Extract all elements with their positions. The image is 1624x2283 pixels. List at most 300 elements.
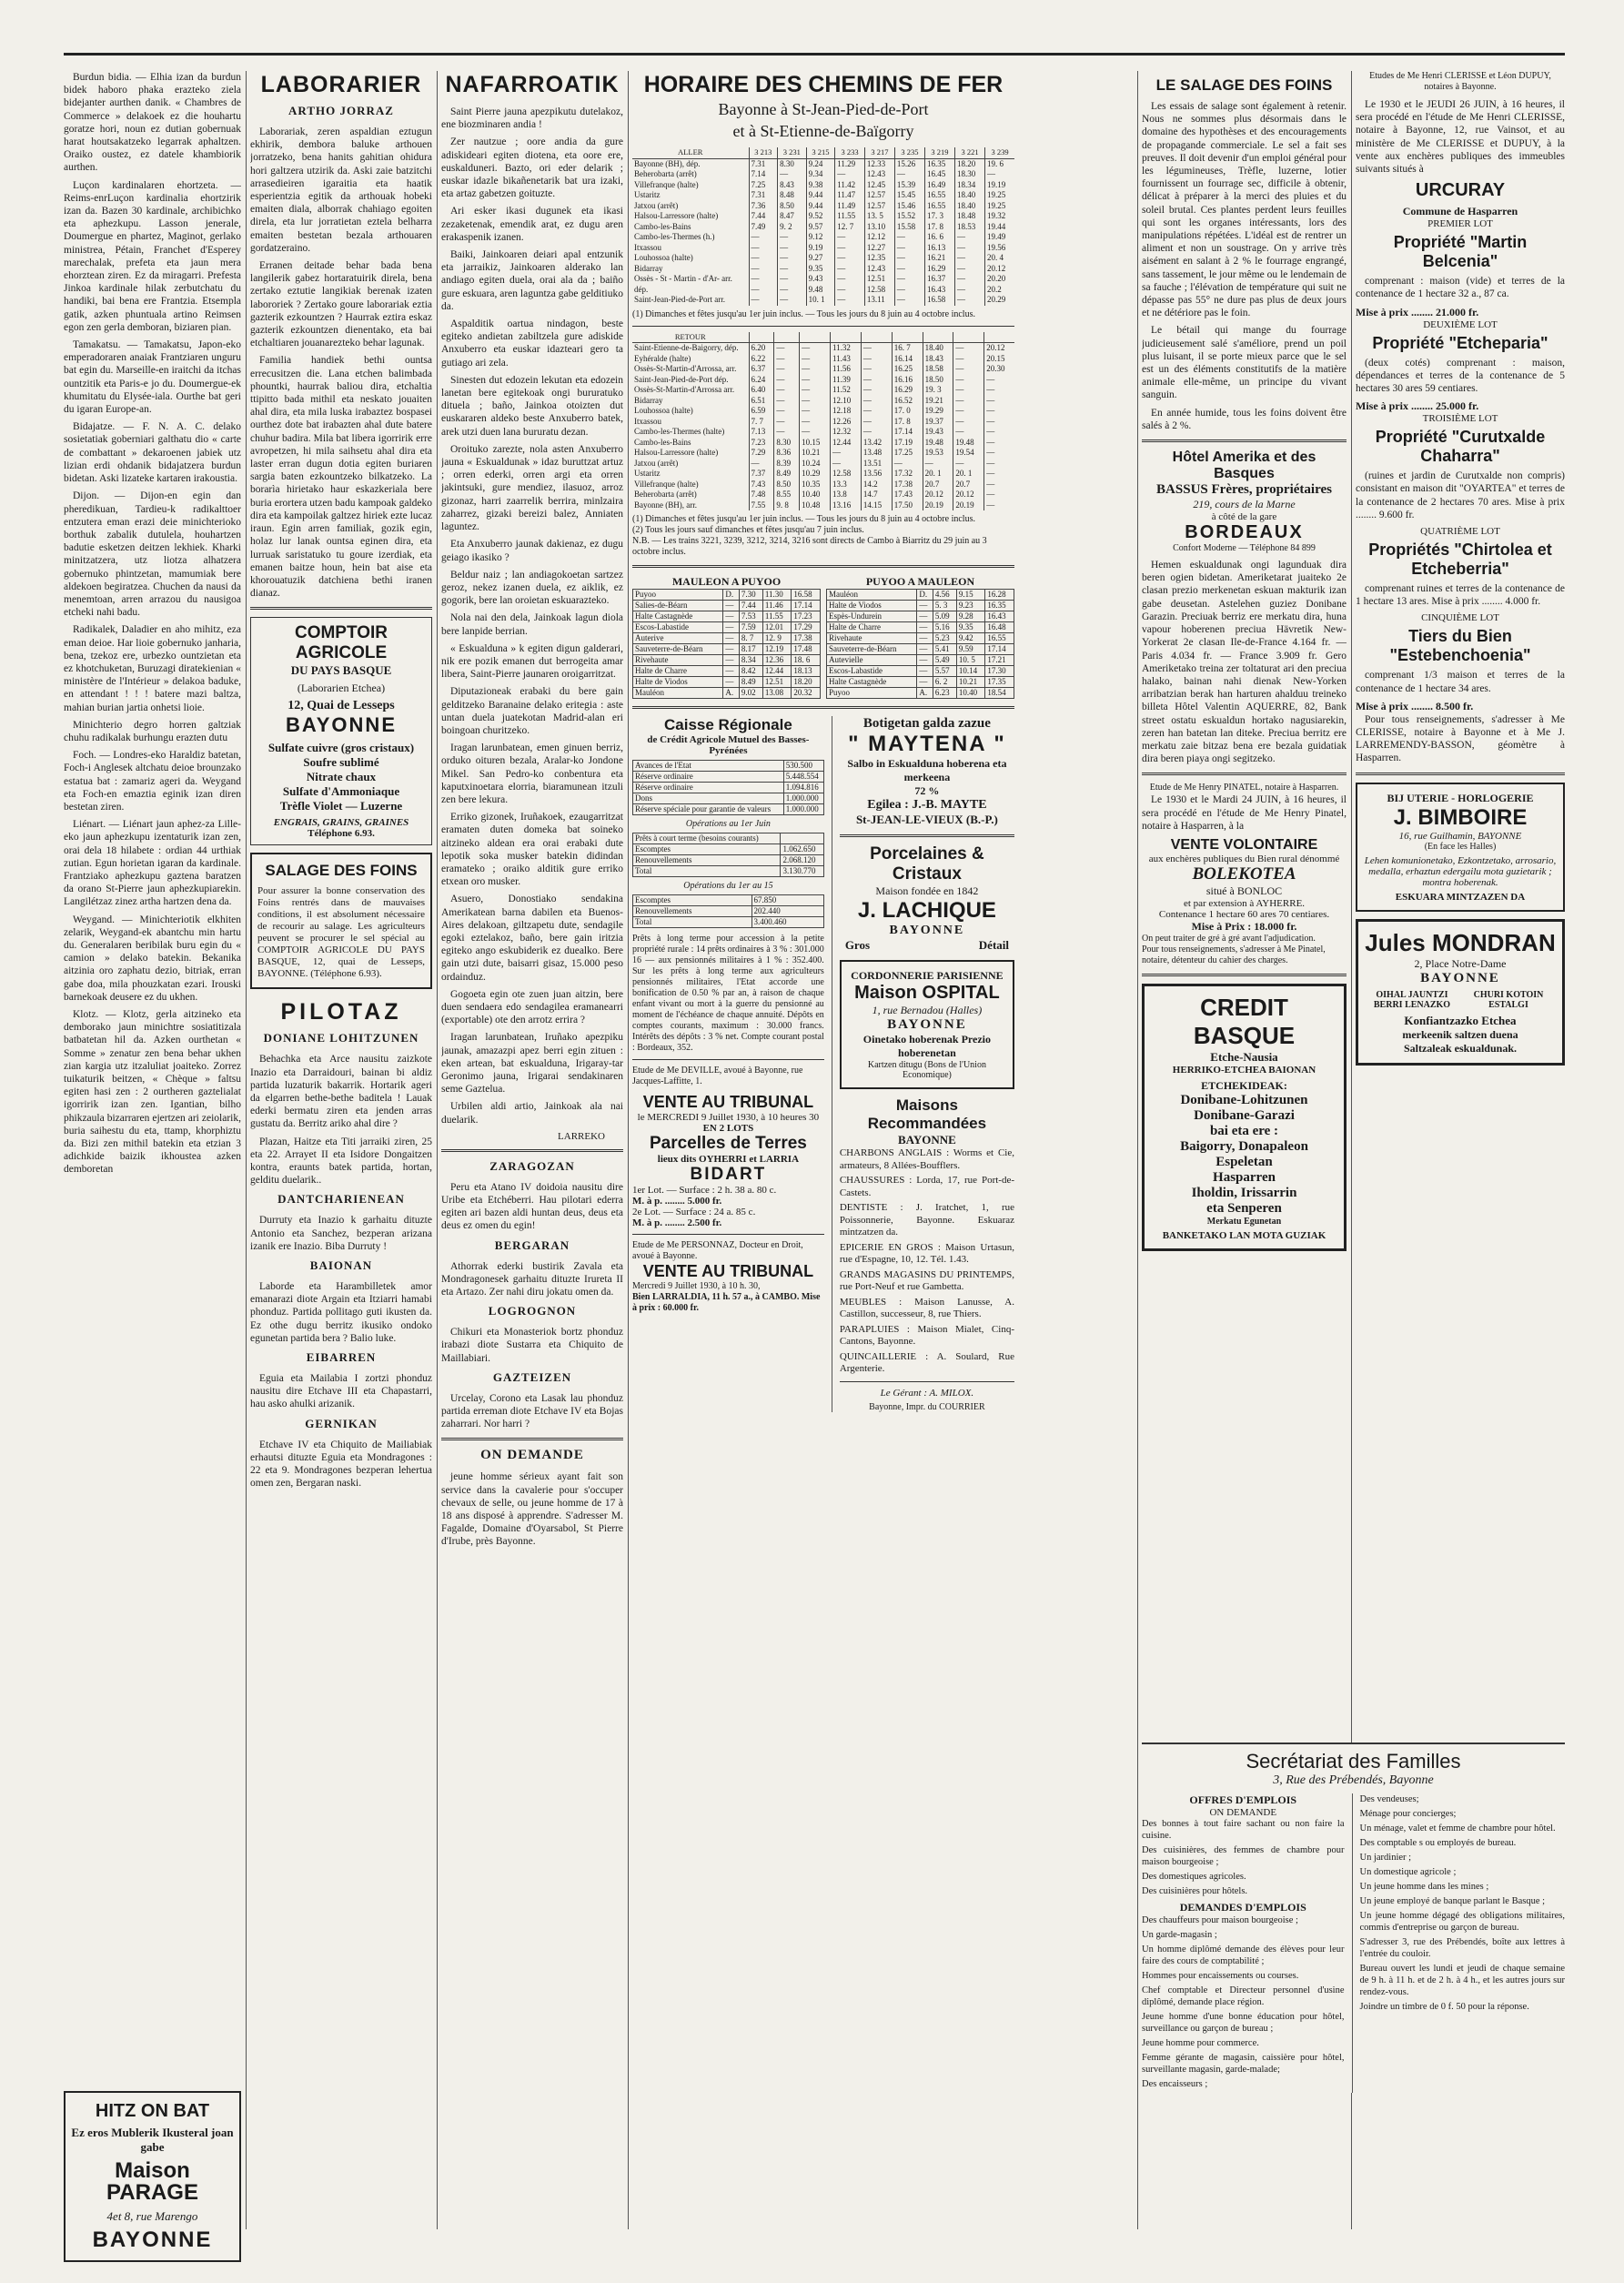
table-cell: 18. 6 <box>792 655 821 666</box>
table-cell: 16.55 <box>924 201 954 212</box>
table-cell: 7.44 <box>749 211 778 222</box>
table-cell: Réserve ordinaire <box>633 783 784 793</box>
deville-l9: 2e Lot. — Surface : 24 a. 85 c. <box>632 1207 756 1217</box>
lachique-detail: Détail <box>978 938 1009 952</box>
deville-l2: le MERCREDI 9 Juillet 1930, à 10 heures 30 <box>637 1112 820 1123</box>
table-cell: 13.8 <box>830 490 861 500</box>
table-cell: 13.3 <box>830 480 861 490</box>
table-cell: — <box>723 644 740 655</box>
table-cell: 10. 5 <box>956 655 985 666</box>
persona-l2: Mercredi 9 Juillet 1930, à 10 h. 30, <box>632 1281 761 1291</box>
credit-l14: BANKETAKO LAN MOTA GUZIAK <box>1162 1229 1326 1241</box>
table-cell: — <box>984 448 1014 459</box>
table-cell: 20.32 <box>792 688 821 699</box>
table-cell: 17.19 <box>892 438 923 449</box>
table-cell: 9.48 <box>806 285 835 296</box>
section-title-nafarroatik: NAFARROATIK <box>445 72 620 97</box>
table-cell: — <box>835 295 865 306</box>
train-col <box>830 332 861 343</box>
table-cell: — <box>984 500 1014 511</box>
divider <box>441 1438 623 1440</box>
table-cell: 19.32 <box>985 211 1014 222</box>
table-cell: 17.25 <box>892 448 923 459</box>
table-row <box>633 804 824 815</box>
baionan-title: BAIONAN <box>309 1258 373 1272</box>
table-cell: 11.47 <box>835 190 865 201</box>
train-col <box>749 332 774 343</box>
table-cell: 18.53 <box>955 222 985 233</box>
list-item: Hommes pour encaissements ou courses. <box>1142 1971 1299 1981</box>
table-cell: Ossès - St - Martin - d'Ar- arr. <box>634 274 732 283</box>
table-cell: 8.36 <box>774 448 800 459</box>
table-cell: 15.26 <box>894 158 924 169</box>
caisse-table <box>632 760 824 815</box>
table-cell: — <box>778 253 807 264</box>
secretariat-familles <box>1142 1743 1565 2093</box>
credit-l8: Baigorry, Donapaleon <box>1180 1138 1308 1154</box>
table-cell: Cambo-les-Thermes (h.) <box>634 232 715 241</box>
table-cell: — <box>953 354 984 365</box>
table-cell: 20.7 <box>923 480 953 490</box>
lachique-l3: J. LACHIQUE <box>857 898 996 923</box>
table-cell: 5.49 <box>933 655 956 666</box>
table-cell: — <box>774 396 800 407</box>
train-number: 3 239 <box>985 147 1014 158</box>
table-cell: — <box>953 459 984 470</box>
credit-l12: eta Senperen <box>1206 1200 1282 1216</box>
table-cell: — <box>861 396 892 407</box>
table-cell: — <box>800 354 831 365</box>
ospital-l4: BAYONNE <box>887 1017 967 1032</box>
table-cell: — <box>894 253 924 264</box>
table-cell: 20.19 <box>953 500 984 511</box>
comptoir-l12: Téléphone 6.93. <box>308 828 375 840</box>
hitz-line1: Ez eros Mublerik Ikusteral joan gabe <box>71 2126 234 2154</box>
table-cell: 7.30 <box>739 590 762 601</box>
clerisse-t1: comprenant : maison (vide) et terres de la contenance de 1 hectare 32 a., 87 ca. <box>1356 276 1565 300</box>
table-cell: 16.14 <box>892 354 923 365</box>
table-cell: 17.35 <box>985 677 1014 688</box>
table-cell: 5.448.554 <box>783 772 823 783</box>
table-cell: 9.02 <box>739 688 762 699</box>
table-cell: 18.20 <box>955 158 985 169</box>
train-col <box>923 332 953 343</box>
divider <box>441 1149 623 1152</box>
table-cell: Autevielle <box>827 655 917 666</box>
table-cell: 1.000.000 <box>783 804 823 815</box>
table-cell: A. <box>917 688 933 699</box>
table-cell: 17.43 <box>892 490 923 500</box>
table-cell: 17.30 <box>985 666 1014 677</box>
table-cell: — <box>953 364 984 375</box>
eibarren-text: Eguia eta Mailabia I zortzi phonduz nausitu dire Etchave III eta Chapastarri, hau asko ahulki arizanik. <box>250 1372 432 1410</box>
table-cell: 1.094.816 <box>783 783 823 793</box>
table-row <box>633 655 821 666</box>
table-cell: Halte Castagnède <box>827 677 917 688</box>
table-cell: — <box>894 285 924 296</box>
table-cell: Ossès-St-Martin-d'Arrossa arr. <box>634 385 735 394</box>
table-cell: 16.45 <box>924 169 954 180</box>
table-cell: 12.58 <box>864 285 894 296</box>
table-row <box>633 666 821 677</box>
table-cell: 3.130.770 <box>781 866 823 877</box>
table-cell: 202.440 <box>751 906 823 917</box>
deville-l6: BIDART <box>690 1165 767 1184</box>
table-cell: 7.49 <box>749 222 778 233</box>
train-col <box>800 332 831 343</box>
clerisse-lot2: DEUXIÈME LOT <box>1423 318 1498 330</box>
retour-note2: (2) Tous les jours sauf dimanches et fêtes jusqu'au 7 juin inclus. <box>632 525 864 535</box>
table-cell: 18.58 <box>923 364 953 375</box>
secr-left-list2 <box>1142 1914 1345 2090</box>
table-cell: — <box>778 232 807 243</box>
credit-l3: HERRIKO-ETCHEA BAIONAN <box>1172 1064 1316 1076</box>
table-cell: 19.49 <box>985 232 1014 243</box>
table-row <box>632 211 1014 222</box>
table-row <box>827 655 1014 666</box>
table-cell: Salies-de-Béarn <box>633 601 723 611</box>
table-cell: Avances de l'Etat <box>633 761 784 772</box>
table-cell: 12.27 <box>864 243 894 254</box>
table-cell: 7.53 <box>739 611 762 622</box>
comptoir-l11: ENGRAIS, GRAINS, GRAINES <box>273 817 409 829</box>
clerisse-end: Pour tous renseignements, s'adresser à Me CLERISSE, notaire à Bayonne et à Me J. LARREMENDY-BASSON, géomètre à Hasparren. <box>1356 713 1565 764</box>
clerisse-head: Etudes de Me Henri CLERISSE et Léon DUPUY, notaires à Bayonne. <box>1369 71 1551 92</box>
table-row <box>633 793 824 804</box>
secr-left <box>1142 1793 1345 2093</box>
table-cell: 4.56 <box>933 590 956 601</box>
list-item: Jeune homme pour commerce. <box>1142 2038 1259 2048</box>
article-paragraph: Nola nai den dela, Jainkoak lagun diola bere lanpide berrian. <box>441 612 623 637</box>
table-cell: A. <box>723 688 740 699</box>
list-item: Des bonnes à tout faire sachant ou non faire la cuisine. <box>1142 1819 1345 1841</box>
table-cell: 16.58 <box>924 295 954 306</box>
section-subtitle: ARTHO JORRAZ <box>288 104 394 117</box>
table-cell: 17.14 <box>892 427 923 438</box>
table-cell: — <box>723 622 740 633</box>
table-cell: 20. 1 <box>923 469 953 480</box>
table-cell: 18.20 <box>792 677 821 688</box>
table-cell: 20.2 <box>985 285 1014 296</box>
table-cell: 8. 7 <box>739 633 762 644</box>
table-cell: 12.01 <box>762 622 792 633</box>
table-row <box>827 601 1014 611</box>
clerisse-t3: (ruines et jardin de Curutxalde non compris) consistant en maison dit "OYARTEA" et terres de la contenance de 2 hectares 70 ares. Mise à prix ........ 9.600 fr. <box>1356 470 1565 520</box>
table-cell: 5.41 <box>933 644 956 655</box>
table-row <box>827 666 1014 677</box>
table-cell: 16.35 <box>985 601 1014 611</box>
divider <box>840 1381 1014 1382</box>
signature: LARREKO <box>558 1130 605 1142</box>
table-cell: 2.068.120 <box>781 855 823 866</box>
table-cell: 14.15 <box>861 500 892 511</box>
table-cell: 8.50 <box>778 201 807 212</box>
table-cell: 11.39 <box>830 375 861 386</box>
article-paragraph: Diputazioneak erabaki du bere gain gelditzeko Baranaine delako eritegia : aste untan duela juatekotan Madrid-alan eri boingoan churitzeko. <box>441 686 623 736</box>
table-cell: D. <box>917 590 933 601</box>
article-paragraph: Aspalditik oartua nindagon, beste egiteko andietan zabiltzela gure adiskide Anxuberro eta euskar idazteari gero ta gutiago ari zela. <box>441 318 623 369</box>
article-paragraph: Iragan larunbatean, Iruñako apezpiku jaunak, amazazpi apez berri egin zituen : eken artean, bat eskualduna, Irigaray-tar Geronimo jauna, Irigarai sendakinaren seme Gaztelua. <box>441 1032 623 1096</box>
clerisse-prop5: Tiers du Bien "Estebenchoenia" <box>1389 627 1531 665</box>
hitz-title: HITZ ON BAT <box>95 2101 210 2121</box>
table-cell: — <box>830 459 861 470</box>
table-cell: 6.23 <box>933 688 956 699</box>
article-paragraph: Saint Pierre jauna apezpikutu dutelakoz, ene biozminaren andia ! <box>441 106 623 131</box>
pilotaz-paragraph: Behachka eta Arce nausitu zaizkote Inazio eta Darraidouri, bainan bi aldiz partida luzaturik bakarrik. Hortarik ageri da elgarren bethe-bethe baditela ! Lauak ederki bermatu ziren eta jenden arras gustatu da. Berritz ariko ahal dire ? <box>250 1054 432 1130</box>
salage-box-text: Pour assurer la bonne conservation des Foins rentrés dans de mauvaises conditions, il est absolument nécessaire de recourir au salage. Les agriculteurs peuvent se procurer le sel spécial au COMPTOIR AGRICOLE DU PAYS BASQUE, 12, quai de Lesseps, BAYONNE. (Téléphone 6.93). <box>257 885 425 980</box>
list-item: Des encaisseurs ; <box>1142 2079 1208 2089</box>
clerisse-text: Le 1930 et le JEUDI 26 JUIN, à 16 heures, il sera procédé en l'étude de Me Henri CLERISSE, notaire à Bayonne, 12, rue Vainsot, et au ministère de Me CLERISSE et DUPUY, à la vente aux enchères publiques des immeubles suivants situés à <box>1356 99 1565 176</box>
credit-l13: Merkatu Egunetan <box>1206 1216 1282 1227</box>
list-item: Un garde-magasin ; <box>1142 1930 1217 1940</box>
table-cell: — <box>835 253 865 264</box>
table-cell: 10.29 <box>800 469 831 480</box>
table-row <box>632 343 1014 354</box>
mondran-l4: OIHAL JAUNTZI BERRI LENAZKO <box>1373 989 1451 1010</box>
pinatel-head: Etude de Me Henry PINATEL, notaire à Hasparren. <box>1149 783 1339 793</box>
table-cell: 6.51 <box>749 396 774 407</box>
table-cell: 9.19 <box>806 243 835 254</box>
table-row <box>632 190 1014 201</box>
table-cell: 19.53 <box>923 448 953 459</box>
table-cell: — <box>953 396 984 407</box>
article-paragraph: Baiki, Jainkoaren deiari apal entzunik eta jarraikiz, Jainkoaren alderako lan andiago egiten duela, orai ala da ; baiño gure eskuara, aren laguntza gabe gelditiuko da. <box>441 249 623 312</box>
table-cell: — <box>955 243 985 254</box>
table-cell: — <box>955 295 985 306</box>
table-row <box>632 396 1014 407</box>
table-cell: 16. 6 <box>924 232 954 243</box>
deville-head: Etude de Me DEVILLE, avoué à Bayonne, rue Jacques-Laffitte, 1. <box>632 1066 803 1086</box>
table-cell: — <box>955 274 985 285</box>
table-cell: 11.32 <box>830 343 861 354</box>
table-cell: 8.30 <box>774 438 800 449</box>
table-cell: Renouvellements <box>633 906 752 917</box>
table-cell: Auterive <box>633 633 723 644</box>
table-cell: — <box>774 364 800 375</box>
table-cell: — <box>774 385 800 396</box>
table-row <box>632 243 1014 254</box>
table-cell: Halte de Viodos <box>633 677 723 688</box>
table-cell: — <box>984 459 1014 470</box>
table-cell: — <box>861 417 892 428</box>
comptoir-l10: Trèfle Violet — Luzerne <box>279 799 403 813</box>
table-cell: 15.58 <box>894 222 924 233</box>
table-cell: Beherobarta (arrêt) <box>634 490 697 499</box>
table-cell: — <box>953 375 984 386</box>
news-brief: Minichterio degro horren galtziak chuhu radikalak burhungu erazten dutu <box>64 719 241 743</box>
secr-right-list <box>1360 1793 1565 2093</box>
table-cell: — <box>984 385 1014 396</box>
clerisse-mp2: Mise à prix ........ 25.000 fr. <box>1356 399 1479 413</box>
table-cell: — <box>774 354 800 365</box>
article-paragraph: Iragan larunbatean, emen ginuen berriz, orduko oituren bezala, Aralar-ko Jondone Mikel. San Pedro-ko conbentura eta kaputxinoetara elorria, biaramunean itzuli zen bere lekura. <box>441 742 623 805</box>
table-cell: Puyoo <box>827 688 917 699</box>
table-cell: 16.21 <box>924 253 954 264</box>
table-cell: — <box>778 295 807 306</box>
comptoir-l2: DU PAYS BASQUE <box>290 663 392 678</box>
pinatel-l6: Contenance 1 hectare 60 ares 70 centiares. <box>1158 908 1330 920</box>
table-cell: 20.12 <box>953 490 984 500</box>
table-cell: 5.09 <box>933 611 956 622</box>
table-cell: 19.43 <box>923 427 953 438</box>
secr-ondem: ON DEMANDE <box>1209 1807 1277 1818</box>
article-paragraph: « Eskualduna » k egiten digun galderari, nik ere pozik emanen dut berrogeita amar libera, Saint-Pierre jaunaren oroigarritzat. <box>441 642 623 681</box>
eibarren-title: EIBARREN <box>306 1349 377 1364</box>
gernikan-title: GERNIKAN <box>305 1416 378 1430</box>
table-cell: Dons <box>633 793 784 804</box>
table-cell: 10.35 <box>800 480 831 490</box>
table-cell: 18.30 <box>955 169 985 180</box>
deville-l4: Parcelles de Terres <box>649 1134 807 1153</box>
table-row <box>633 590 821 601</box>
list-item: Des cuisinières pour hôtels. <box>1142 1886 1248 1896</box>
clerisse-lot4: QUATRIÈME LOT <box>1420 526 1500 538</box>
mondran-l2: 2, Place Notre-Dame <box>1414 956 1507 970</box>
secr-columns <box>1142 1793 1565 2093</box>
table-cell: 17. 0 <box>892 406 923 417</box>
bimboire-ad <box>1356 783 1565 912</box>
table-row <box>633 633 821 644</box>
train-number: 3 235 <box>894 147 924 158</box>
table-cell: — <box>835 274 865 285</box>
table-row <box>827 611 1014 622</box>
table-cell: 12.36 <box>762 655 792 666</box>
table-cell: 12.32 <box>830 427 861 438</box>
table-cell: 10.14 <box>956 666 985 677</box>
comptoir-l3: (Laborarien Etchea) <box>297 682 386 695</box>
table-cell: Rivehaute <box>633 655 723 666</box>
table-cell: 12. 7 <box>835 222 865 233</box>
news-brief: Radikalek, Daladier en aho mihitz, eza eman deioe. Har lioie gobernuko janharia, bena, tzekoz ere, urbezko ountzietan eta ez khotchuketan, Buruzagi diratekienian « ministère de l'Intérieur » delakoa baduke, en attendant ! ! ! batere mazi baltza, mahian burian jartia onhetsi lioie. <box>64 624 241 713</box>
table-row <box>827 622 1014 633</box>
bimboire-l1: BIJ UTERIE - HORLOGERIE <box>1387 791 1534 804</box>
table-row <box>633 855 824 866</box>
gazteizen-title: GAZTEIZEN <box>492 1369 572 1384</box>
table-cell: 7.25 <box>749 180 778 191</box>
timetable-aller <box>632 147 1014 306</box>
divider <box>1142 974 1347 976</box>
imprimerie: Bayonne, Impr. du COURRIER <box>869 1401 985 1412</box>
table-cell: Réserve spéciale pour garantie de valeurs <box>633 804 784 815</box>
table-cell: 17. 3 <box>924 211 954 222</box>
table-row <box>632 158 1014 169</box>
table-cell: — <box>800 343 831 354</box>
table-cell: 18.43 <box>923 354 953 365</box>
table-cell: — <box>985 169 1014 180</box>
table-cell: — <box>861 343 892 354</box>
table-cell: Itxassou <box>634 242 661 252</box>
timetable-title: HORAIRE DES CHEMINS DE FER <box>643 72 1004 97</box>
clerisse-commune: Commune de Hasparren <box>1402 205 1518 218</box>
table-row <box>632 459 1014 470</box>
table-row <box>632 285 1014 296</box>
table-cell: 12.45 <box>864 180 894 191</box>
list-item: Ménage pour concierges; <box>1359 1809 1457 1819</box>
list-item: CHAUSSURES : Lorda, 17, rue Port-de-Castets. <box>839 1175 1014 1198</box>
train-col <box>953 332 984 343</box>
table-cell: 6.40 <box>749 385 774 396</box>
table-cell: 18.54 <box>985 688 1014 699</box>
table-cell: 7.43 <box>749 480 774 490</box>
table-cell: — <box>800 364 831 375</box>
table-cell: — <box>892 459 923 470</box>
gerant: Le Gérant : A. MILOX. <box>880 1387 974 1399</box>
table-cell: — <box>749 232 778 243</box>
divider <box>632 1059 824 1060</box>
train-number: 3 213 <box>749 147 778 158</box>
pinatel-l5: et par extension à AYHERRE. <box>1183 897 1306 909</box>
clerisse-lot3: TROISIÈME LOT <box>1422 413 1498 425</box>
pinatel-l1: VENTE VOLONTAIRE <box>1170 836 1318 853</box>
table-cell: — <box>955 253 985 264</box>
news-brief: Dijon. — Dijon-en egin dan pheredikuan, Tardieu-k radikalttoer entzutera eman erazi deie minichterioko borthuk zabalik dutulela, houhartzen badutie esketzen deitzen lekhiek. Kharki minitzatzera, utz liotza alhatzera gobernuko phintzetan, mamumiak bere aldekoen begiratzea. Chuchen da nausi da menemtoan, arren arrazou du nausigoa etcheki nahi badu. <box>64 490 241 619</box>
table-row <box>632 354 1014 365</box>
table-cell: 12.33 <box>864 158 894 169</box>
table-cell: 11.49 <box>835 201 865 212</box>
comptoir-l5: BAYONNE <box>286 713 397 737</box>
train-col <box>774 332 800 343</box>
table-cell: — <box>800 406 831 417</box>
table-cell: — <box>778 243 807 254</box>
table-cell: 9.35 <box>956 622 985 633</box>
table-cell: dép. <box>634 284 649 294</box>
table-cell: 5.16 <box>933 622 956 633</box>
bimboire-l3: 16, rue Guilhamin, BAYONNE <box>1398 830 1522 842</box>
table-cell: — <box>984 469 1014 480</box>
table-cell: 15.46 <box>894 201 924 212</box>
table-cell: — <box>749 243 778 254</box>
table-cell: — <box>953 406 984 417</box>
list-item: Des chauffeurs pour maison bourgeoise ; <box>1142 1915 1298 1925</box>
column-rule <box>437 71 438 2229</box>
divider <box>632 1234 824 1235</box>
table-cell: 11.55 <box>762 611 792 622</box>
deville-l10: M. à p. ........ 2.500 fr. <box>632 1217 722 1228</box>
pilotaz-subtitle: DONIANE LOHITZUNEN <box>263 1031 419 1046</box>
hotel-l2: BASSUS Frères, propriétaires <box>1156 482 1332 498</box>
credit-basque-ad <box>1142 984 1347 1251</box>
table-row <box>827 677 1014 688</box>
newspaper-page <box>64 55 1565 2252</box>
table-cell: 16. 7 <box>892 343 923 354</box>
table-cell: Total <box>633 866 781 877</box>
ospital-ad <box>840 960 1014 1089</box>
table-row <box>632 500 1014 511</box>
table-cell: 9.27 <box>806 253 835 264</box>
list-item: Un jeune homme dans les mines ; <box>1359 1882 1489 1892</box>
table-cell: — <box>749 295 778 306</box>
table-cell: 10. 1 <box>806 295 835 306</box>
table-row <box>632 169 1014 180</box>
table-row <box>632 469 1014 480</box>
table-cell: — <box>861 427 892 438</box>
gernikan-text: Etchave IV eta Chiquito de Mailiabiak erhautsi dituzte Eguia eta Mondragones : 22 eta 9. Mondragones bezperan lehertua omen zen, Bergaran naski. <box>250 1439 432 1490</box>
table-cell: 17.21 <box>985 655 1014 666</box>
table-cell: 13.11 <box>864 295 894 306</box>
table-cell: Prêts à court terme (besoins courants) <box>633 833 781 844</box>
article-paragraph: Asuero, Donostiako sendakina Amerikatean barna dabilen eta Buenos-Aires delakoan, giltzapetu dute, sendagile egoki eztelakoz, baño, bere gain iritzia egiteko ango eskubiderik ez duealko. Bere gain utzi dute, baisarri gisaz, 15.000 peso ordainduz. <box>441 894 623 983</box>
news-brief: Burdun bidia. — Elhia izan da burdun bidek haboro phaka erazteko ziela bidejanter aurthen danik. « Chambres de Commerce » delakoek ez die houhartu goratze hori, noun ez dutian gobernuak harat houtsakatzeko legarrak aphaltzen. Oraiko oustez, ez datele khambiorik aurthen. <box>64 72 241 174</box>
table-cell: 19.37 <box>923 417 953 428</box>
divider <box>1356 773 1565 775</box>
table-cell: 7.29 <box>749 448 774 459</box>
logrognon-text: Chikuri eta Monasteriok bortz phonduz irabazi diote Sustarra eta Chiquito de Maillabiari. <box>441 1327 623 1364</box>
credit-l7: bai eta ere : <box>1209 1123 1279 1138</box>
baionan-text: Laborde eta Harambilletek amor emanarazi diote Argain eta Itziarri hamabi phonduz. Partida pollitago guti ikusten da. Ez othe dugu berritz ikusiko ondoko egunetan partida bera ? Balio luke. <box>250 1280 432 1344</box>
table-cell: 10.48 <box>800 500 831 511</box>
table-cell: 10.21 <box>800 448 831 459</box>
table-cell: 7.37 <box>749 469 774 480</box>
